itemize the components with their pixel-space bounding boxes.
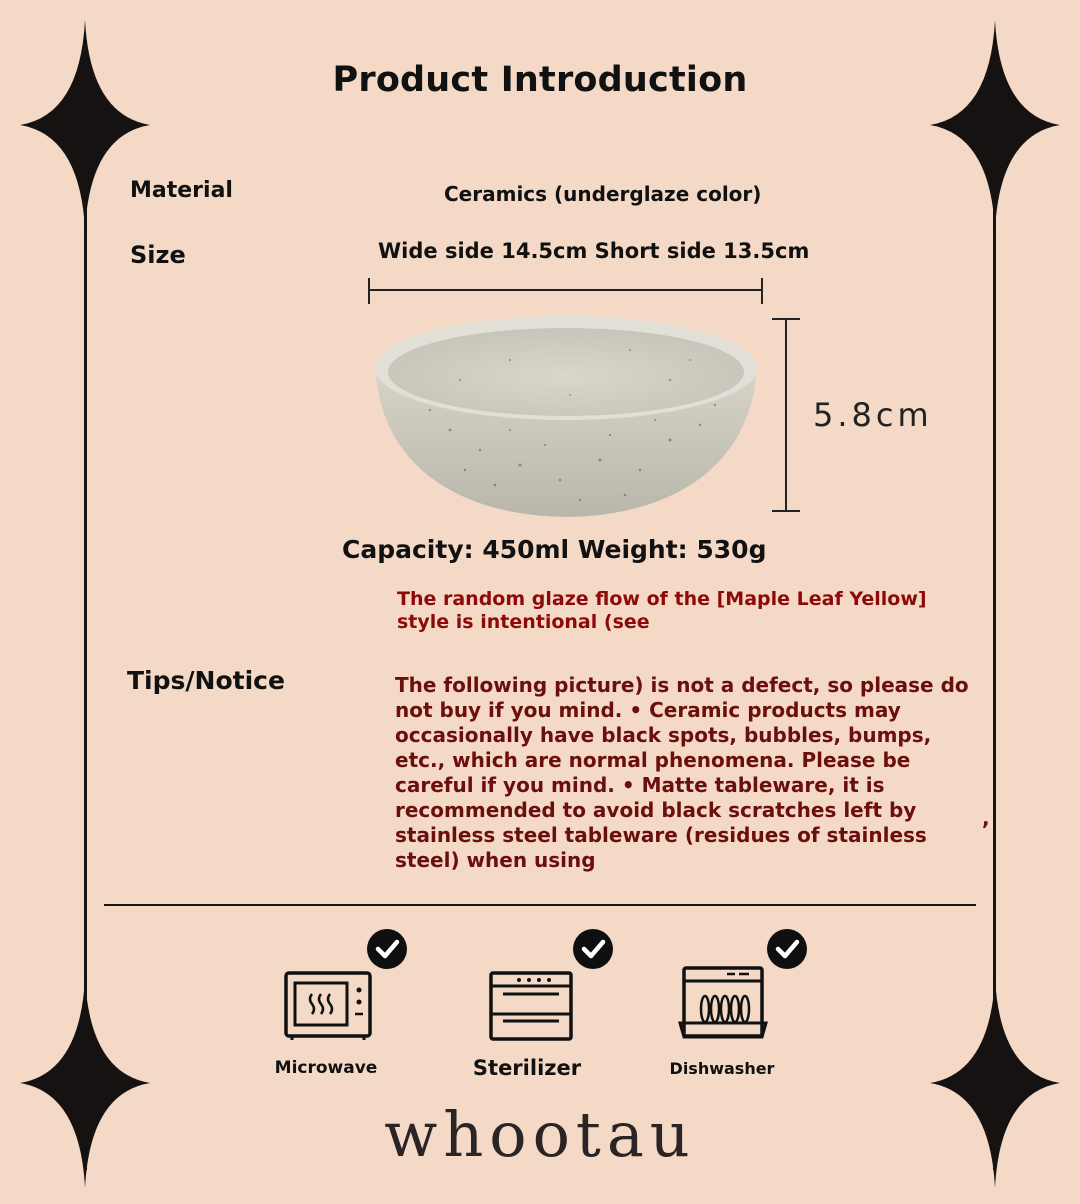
height-value: 5.8cm <box>813 396 933 434</box>
size-value: Wide side 14.5cm Short side 13.5cm <box>378 239 810 263</box>
tips-label: Tips/Notice <box>127 666 285 695</box>
material-value: Ceramics (underglaze color) <box>444 182 762 206</box>
microwave-label: Microwave <box>274 1058 378 1078</box>
notice-intro: The random glaze flow of the [Maple Leaf Yellow] style is intentional (see <box>397 588 927 633</box>
capacity-weight: Capacity: 450ml Weight: 530g <box>342 535 767 564</box>
check-icon <box>573 929 613 969</box>
dishwasher-icon <box>677 965 769 1043</box>
sterilizer-icon <box>489 970 573 1042</box>
sterilizer-label: Sterilizer <box>472 1056 582 1080</box>
dishwasher-label: Dishwasher <box>669 1059 775 1078</box>
height-dimension-line <box>768 314 804 516</box>
check-icon <box>367 929 407 969</box>
bowl-image <box>370 310 762 522</box>
material-label: Material <box>130 178 233 203</box>
notice-body: The following picture) is not a defect, so please do not buy if you mind. • Ceramic products may occasionally have black spots, bubbles, bumps, etc., which are normal phenomena. Please be careful if you mind. • Matte tableware, it is recommended to avoid black scratches left by stainless steel tableware (residues of stainless steel) when using <box>395 673 969 872</box>
brand-logo: whootau <box>384 1098 696 1171</box>
sparkle-star-icon <box>930 20 1060 230</box>
microwave-icon <box>284 970 372 1040</box>
section-divider <box>104 904 976 906</box>
size-label: Size <box>130 241 186 269</box>
check-icon <box>767 929 807 969</box>
width-dimension-line <box>365 276 767 308</box>
stray-comma: , <box>982 806 990 830</box>
page-title: Product Introduction <box>332 60 748 100</box>
